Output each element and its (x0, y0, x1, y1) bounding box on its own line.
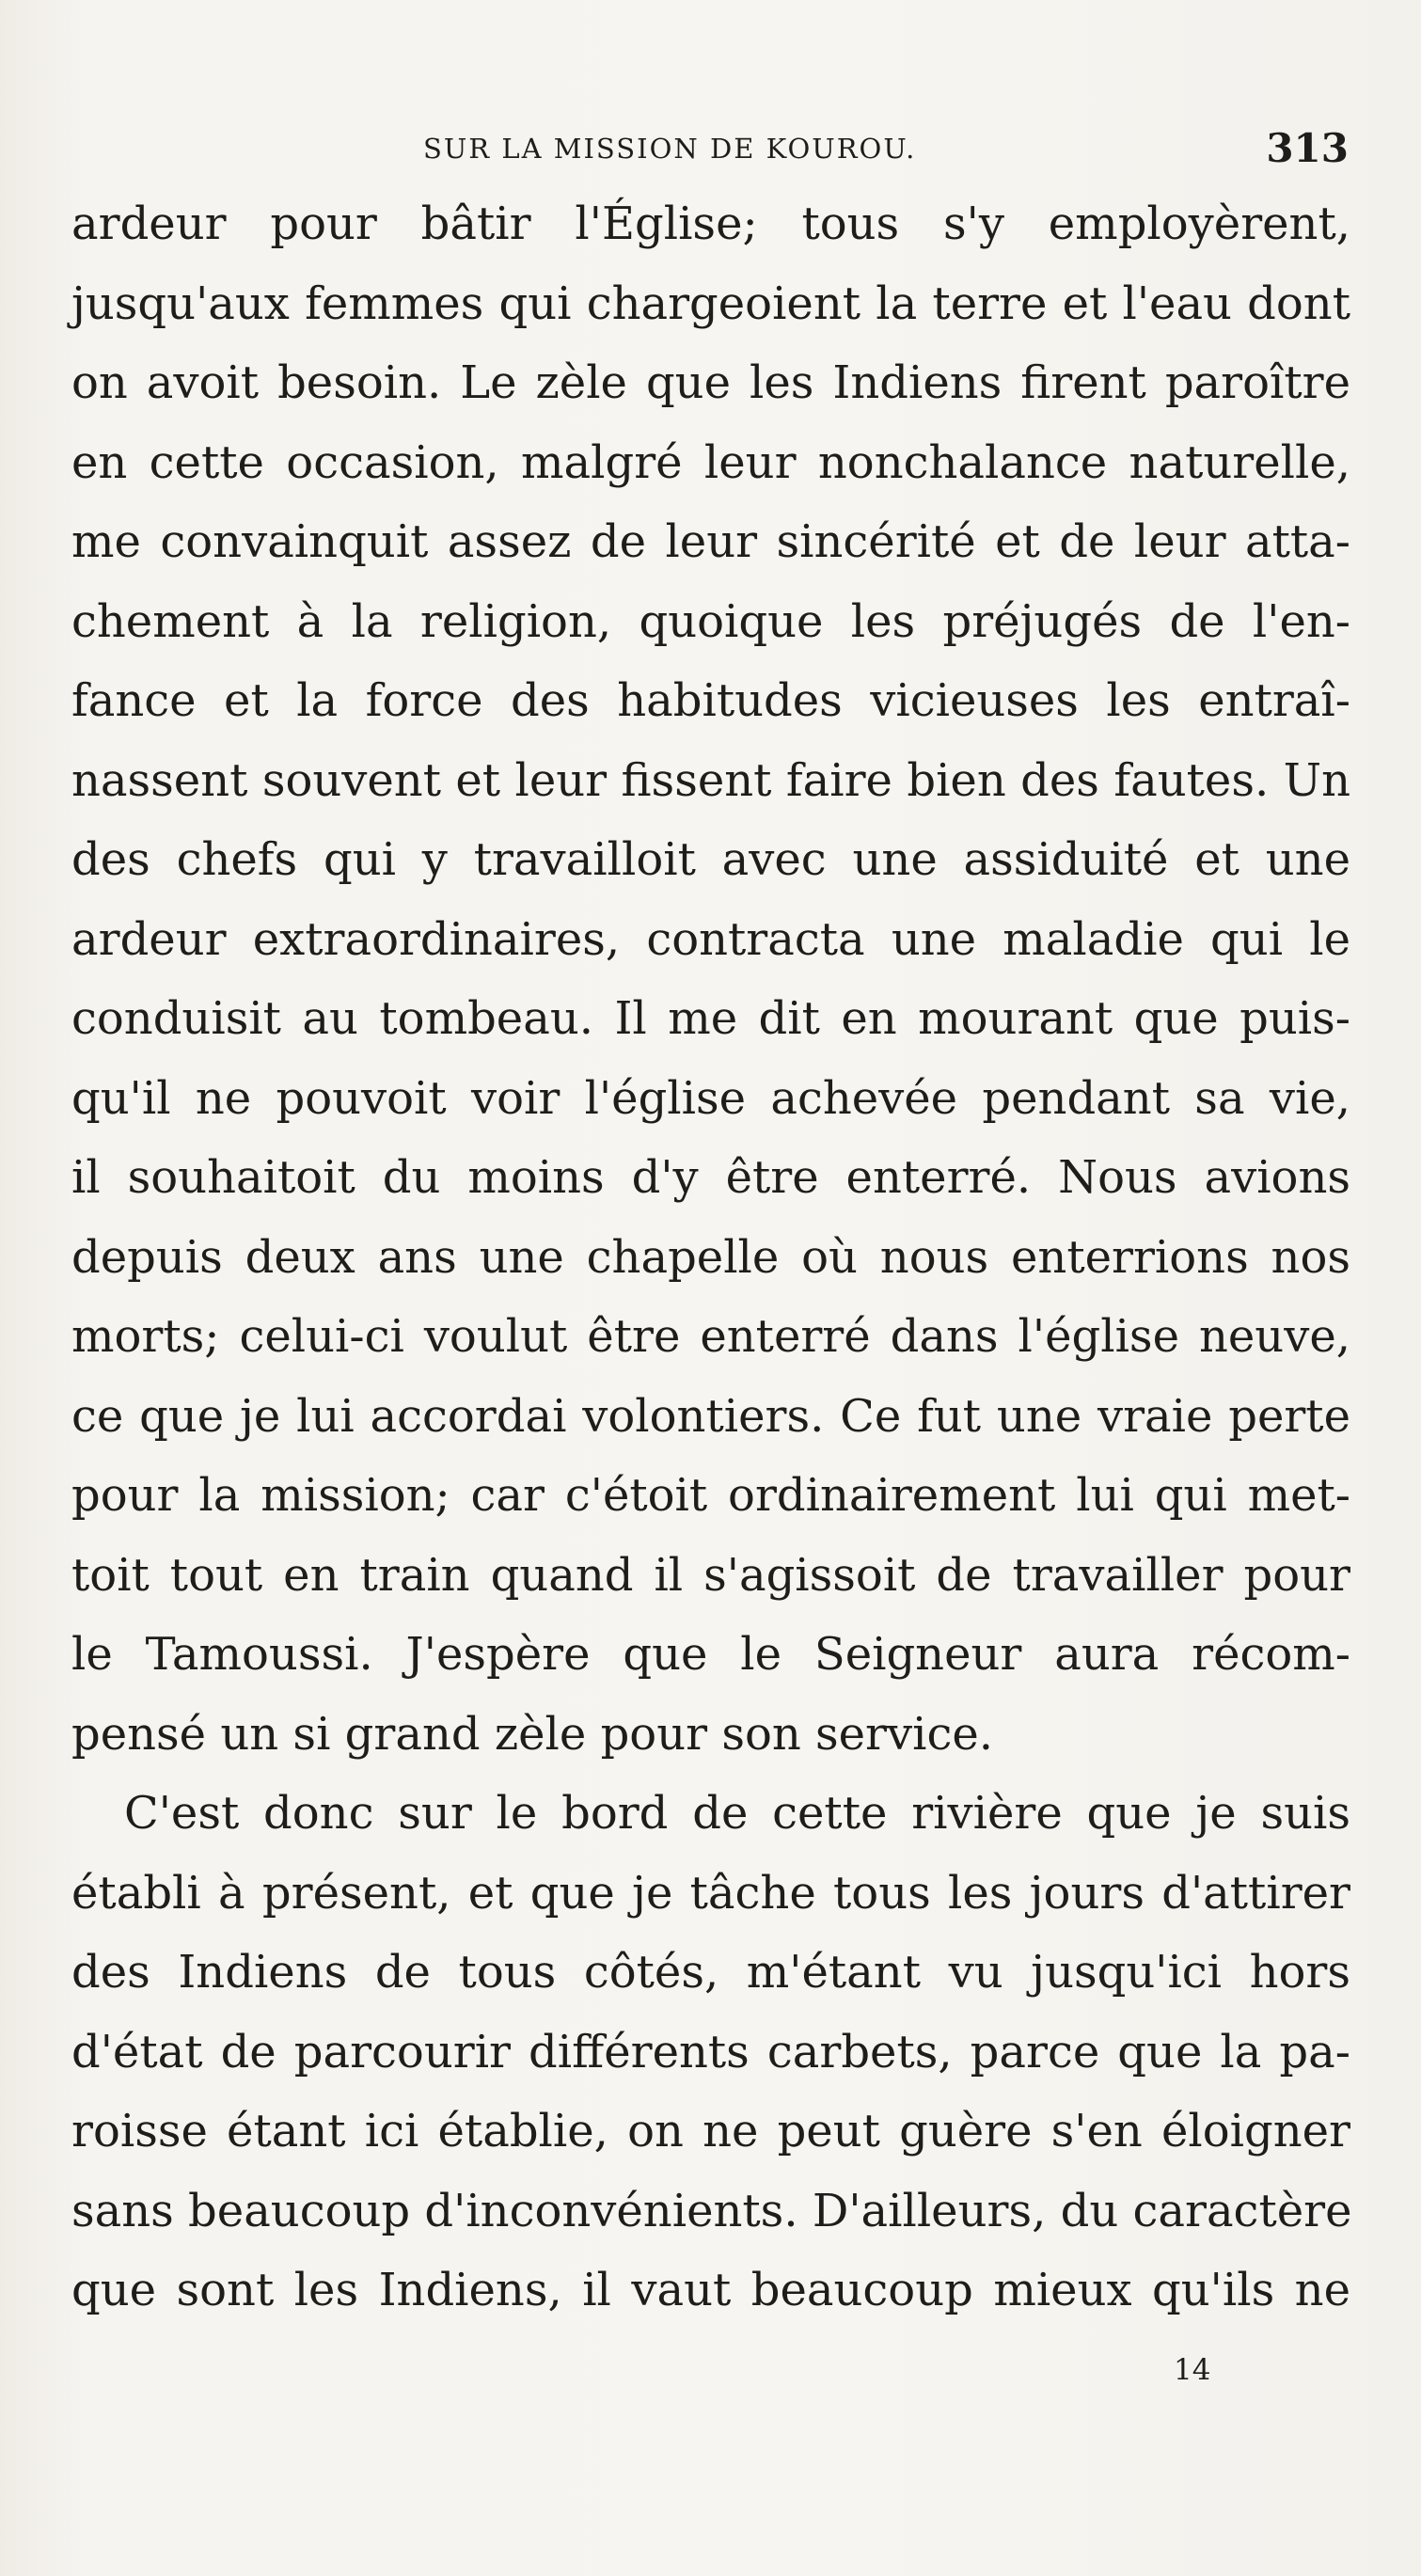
page-number: 313 (1266, 125, 1349, 171)
text-line: toit tout en train quand il s'agissoit de travailler pour (71, 1548, 1350, 1602)
running-head (0, 120, 1421, 177)
text-line: roisse étant ici établie, on ne peut guère s'en éloigner (71, 2105, 1350, 2157)
signature-mark: 14 (1174, 2353, 1211, 2387)
body-text (71, 184, 1350, 2331)
text-line: qu'il ne pouvoit voir l'église achevée pendant sa vie, (71, 1071, 1350, 1125)
text-line: nassent souvent et leur fissent faire bien des fautes. Un (71, 753, 1350, 807)
text-line: ce que je lui accordai volontiers. Ce fut une vraie perte (71, 1389, 1350, 1443)
text-line: en cette occasion, malgré leur nonchalance naturelle, (71, 435, 1350, 489)
text-line: des chefs qui y travailloit avec une assiduité et une (71, 833, 1350, 886)
text-line-paragraph-start: C'est donc sur le bord de cette rivière que je suis (124, 1787, 1350, 1840)
text-line: d'état de parcourir différents carbets, parce que la pa- (71, 2025, 1350, 2078)
running-title: SUR LA MISSION DE KOUROU. (423, 133, 917, 165)
text-line: ardeur pour bâtir l'Église; tous s'y employèrent, (71, 198, 1350, 250)
text-line: fance et la force des habitudes vicieuses les entraî- (71, 674, 1350, 727)
text-line: me convainquit assez de leur sincérité et de leur atta- (71, 515, 1350, 568)
text-line: conduisit au tombeau. Il me dit en mourant que puis- (71, 992, 1350, 1045)
text-line-paragraph-end: pensé un si grand zèle pour son service. (71, 1707, 994, 1761)
text-line: que sont les Indiens, il vaut beaucoup mieux qu'ils ne (71, 2264, 1350, 2316)
text-line: morts; celui-ci voulut être enterré dans l'église neuve, (71, 1310, 1350, 1363)
text-line: jusqu'aux femmes qui chargeoient la terre et l'eau dont (71, 277, 1350, 330)
text-line: des Indiens de tous côtés, m'étant vu jusqu'ici hors (71, 1946, 1350, 1999)
text-line: ardeur extraordinaires, contracta une maladie qui le (71, 912, 1350, 966)
text-line: il souhaitoit du moins d'y être enterré. Nous avions (71, 1151, 1350, 1204)
text-line: le Tamoussi. J'espère que le Seigneur aura récom- (71, 1628, 1350, 1681)
text-line: chement à la religion, quoique les préjugés de l'en- (71, 594, 1350, 648)
text-line: pour la mission; car c'étoit ordinairement lui qui met- (71, 1469, 1350, 1522)
text-line: depuis deux ans une chapelle où nous enterrions nos (71, 1230, 1350, 1284)
text-line: sans beaucoup d'inconvénients. D'ailleurs, du caractère (71, 2184, 1352, 2237)
text-line: on avoit besoin. Le zèle que les Indiens firent paroître (71, 356, 1350, 409)
text-line: établi à présent, et que je tâche tous les jours d'attirer (71, 1866, 1350, 1920)
